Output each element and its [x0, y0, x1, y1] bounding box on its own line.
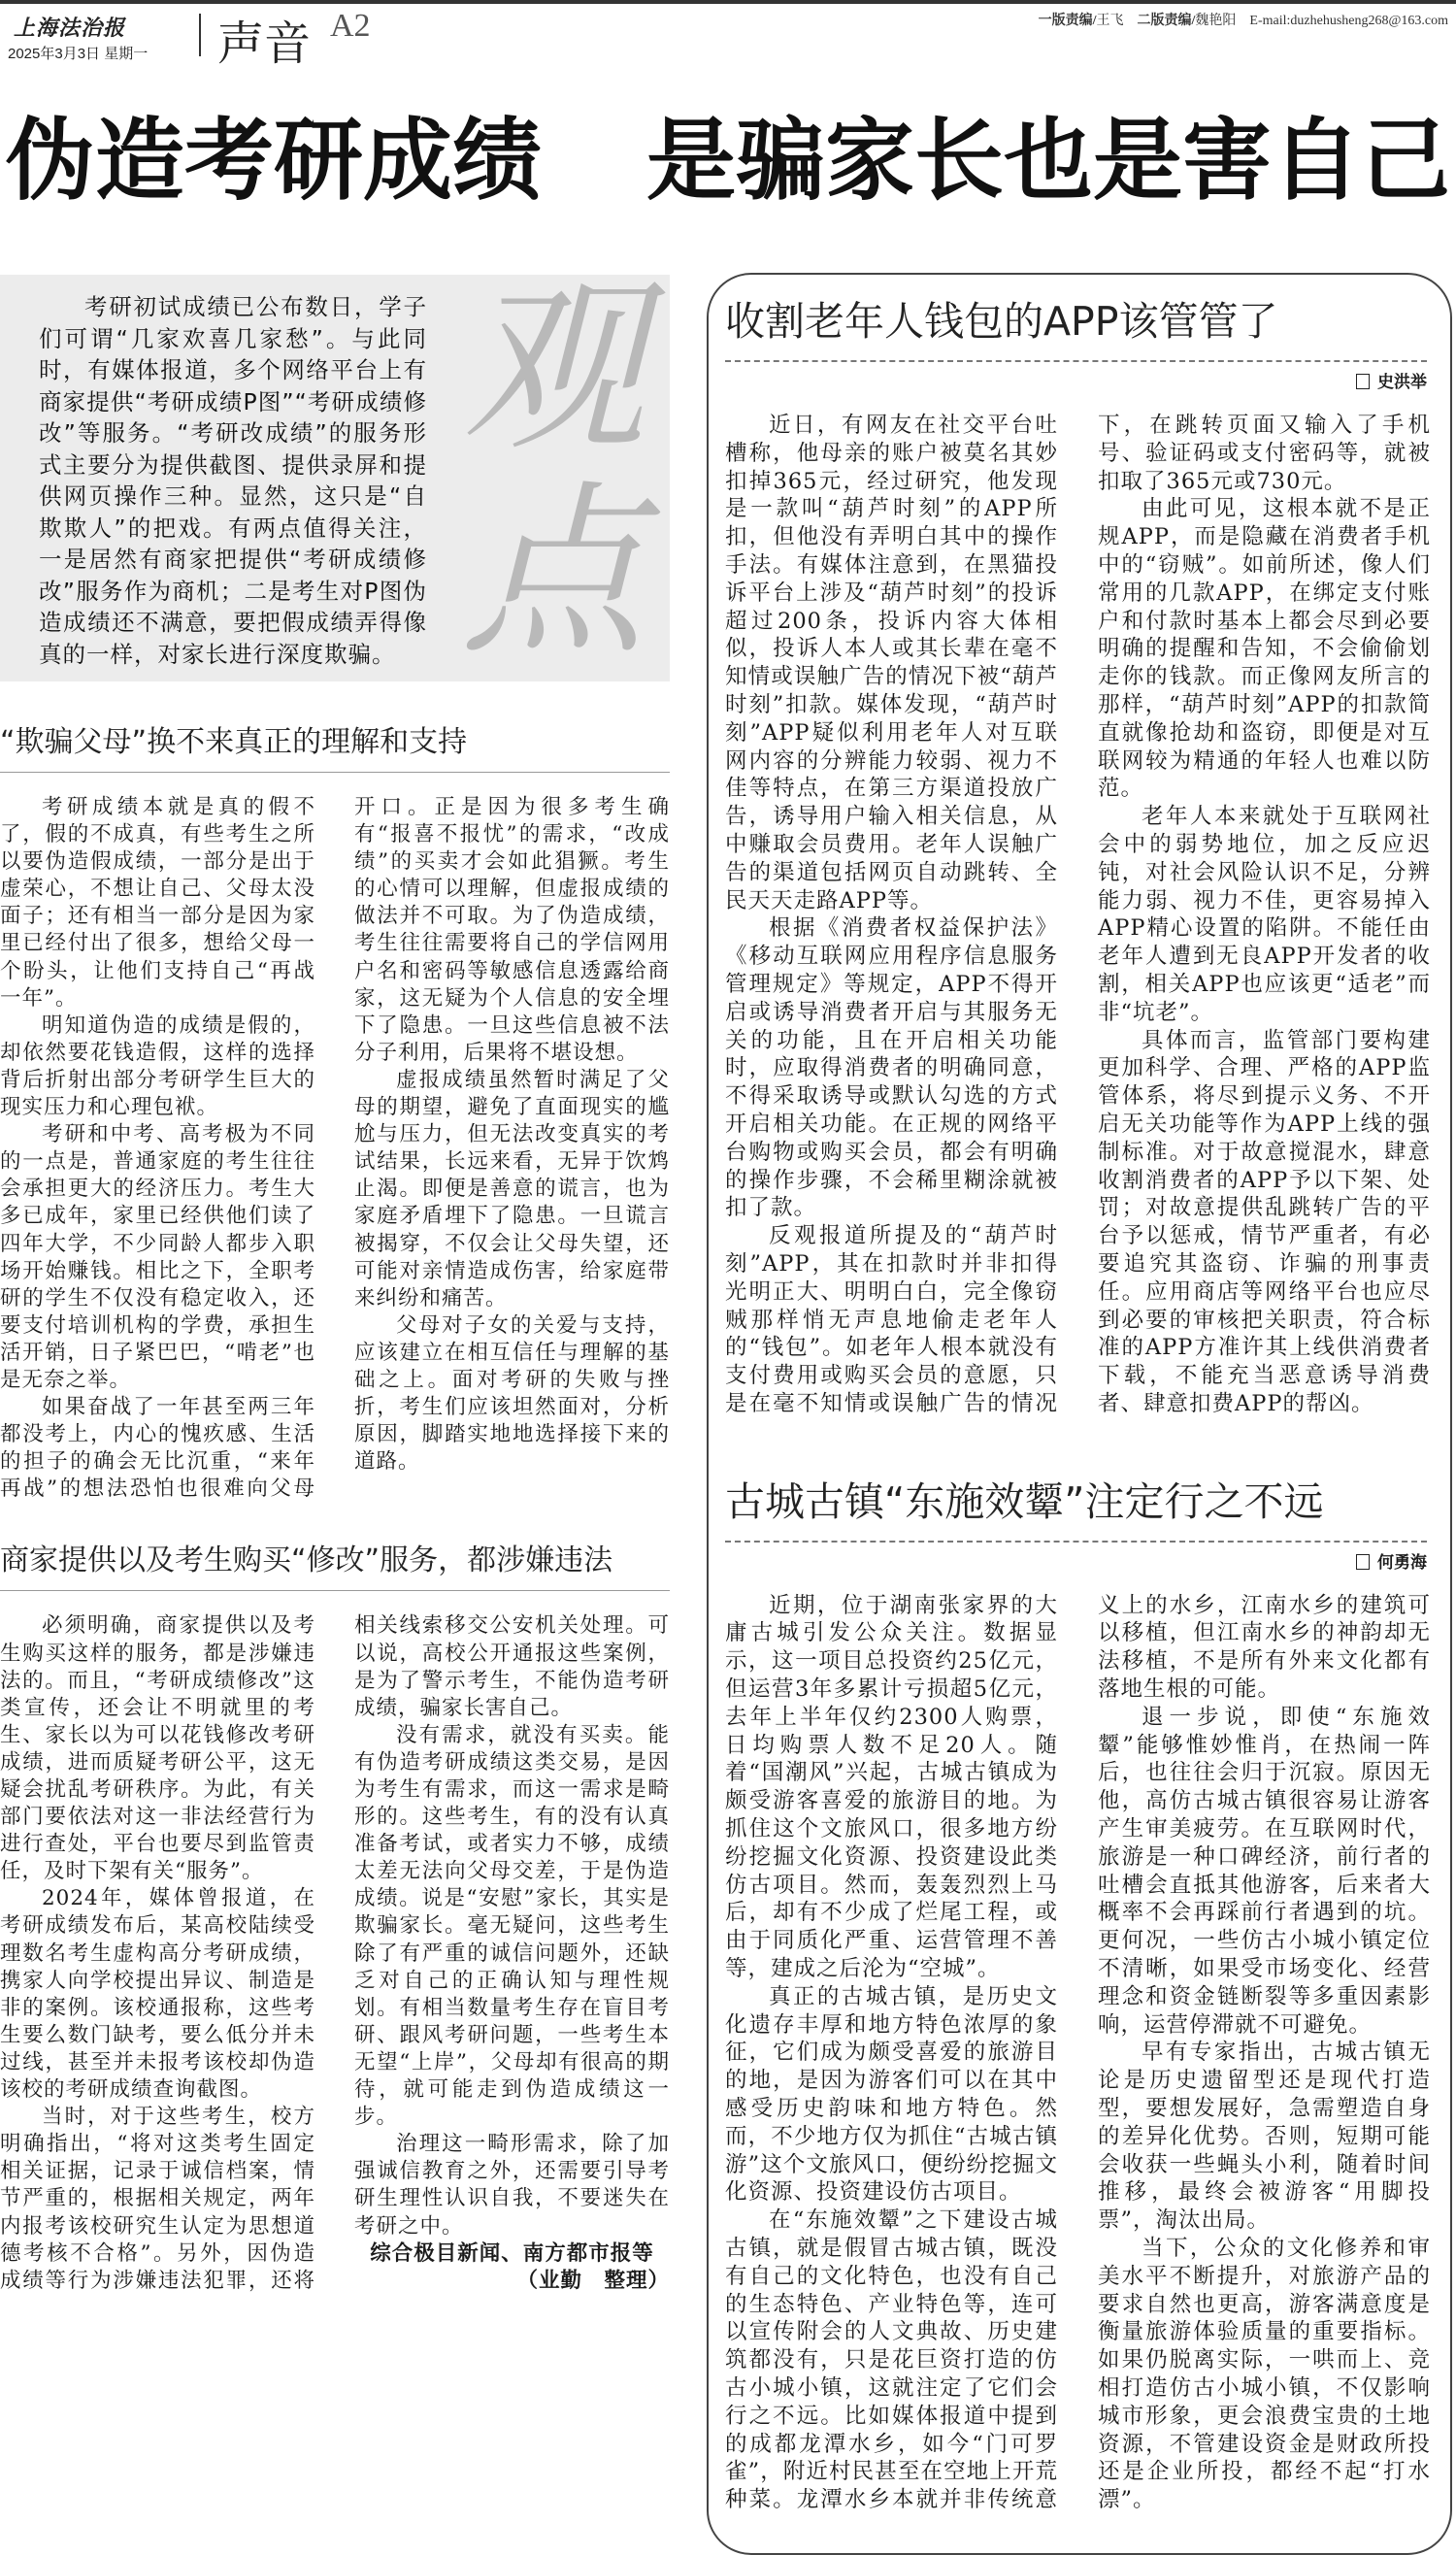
left-articles — [0, 723, 670, 2295]
article-4-byline — [1356, 1548, 1427, 1573]
paragraph: 治理这一畸形需求，除了加强诚信教育之外，还需要引导考研生理性认识自我，不要迷失在考研之中。 — [354, 2132, 670, 2239]
main-headline — [0, 107, 1456, 214]
article-source: 综合极目新闻、南方都市报等 — [370, 2240, 654, 2266]
viewpoint-calligraphy-1: 观 — [461, 261, 646, 476]
paragraph: 当时，对于这些考生，校方明确指出，“将对这类考生固定相关证据，记录于诚信档案，情节严重的，根据相关规定，两年内报考该校研究生认定为思想道德考核不合格”。另外，因伪造成绩等行为涉嫌违法犯罪，还将相关线索移交公安机关处理。可以说，高校公开通报这些案例，是为了警示考生，不能伪造考研成绩，骗家长害自己。 — [0, 1613, 670, 2293]
article-1-title: “欺骗父母”换不来真正的理解和支持 — [0, 725, 468, 759]
article-2-body — [0, 1612, 670, 2294]
section-title: 声音 — [217, 17, 312, 71]
paragraph: 根据《消费者权益保护法》《移动互联网应用程序信息服务管理规定》等规定，APP不得开启或诱导消费者开启与其服务无关的功能，且在开启相关功能时，应取得消费者的明确同意，不得采取诱导或默认勾选的方式开启相关功能。在正规的网络平台购物或购买会员，都会有明确的操作步骤，不会稀里糊涂就被扣了款。 — [725, 915, 1058, 1221]
editor1-name: 王飞 — [1096, 14, 1124, 28]
article-4-author: 何勇海 — [1377, 1552, 1427, 1573]
paragraph: 必须明确，商家提供以及考生购买这样的服务，都是涉嫌违法的。而且，“考研成绩修改”这类宣传，还会让不明就里的考生、家长以为可以花钱修改考研成绩，进而质疑考研公平，这无疑会扰乱考研秩序。为此，有关部门要依法对这一非法经营行为进行查处，平台也要尽到监管责任，及时下架有关“服务”。 — [0, 1613, 315, 1884]
paragraph: 具体而言，监管部门要构建更加科学、合理、严格的APP监管体系，将尽到提示义务、不开启无关功能等作为APP上线的强制标准。对于故意搅混水，肆意收割消费者的APP予以下架、处罚；对故意提供乱跳转广告的平台予以惩戒，情节严重者，有必要追究其盗窃、诈骗的刑事责任。应用商店等网络平台也应尽到必要的审核把关职责，符合标准的APP方准许其上线供消费者下载，不能充当恶意诱导消费者、肆意扣费APP的帮凶。 — [1098, 1027, 1431, 1416]
article-3-body — [725, 412, 1431, 1418]
paragraph: 由此可见，这根本就不是正规APP，而是隐藏在消费者手机中的“窃贼”。如前所述，像人们常用的几款APP，在绑定支付账户和付款时基本上都会尽到必要明确的提醒和告知，不会偷偷划走你的钱款。而正像网友所言的那样，“葫芦时刻”APP的扣款简直就像抢劫和盗窃，即便是对互联网较为精通的年轻人也难以防范。 — [1098, 496, 1431, 802]
main-headline-part2: 是骗家长也是害自己 — [645, 108, 1450, 213]
editors-line — [1039, 10, 1448, 29]
byline-square-icon — [1356, 1554, 1370, 1570]
paragraph: 父母对子女的关爱与支持，应该建立在相互信任与理解的基础之上。面对考研的失败与挫折，考生们应该坦然面对，分析原因，脚踏实地地选择接下来的道路。 — [354, 1312, 670, 1475]
paragraph: 近期，位于湖南张家界的大庸古城引发公众关注。数据显示，这一项目总投资约25亿元，但运营3年多累计亏损超5亿元，去年上半年仅约2300人购票，日均购票人数不足20人。随着“国潮风”兴起，古城古镇成为颇受游客喜爱的旅游目的地。为抓住这个文旅风口，很多地方纷纷挖掘文化资源、投资建设此类仿古项目。然而，轰轰烈烈上马后，却有不少成了烂尾工程，或由于同质化严重、运营管理不善等，建成之后沦为“空城”。 — [725, 1592, 1058, 1982]
main-headline-part1: 伪造考研成绩 — [6, 108, 543, 213]
paragraph: 考研和中考、高考极为不同的一点是，普通家庭的考生往往会承担更大的经济压力。考生大多已成年，家里已经供他们读了四年大学，不少同龄人都步入职场开始赚钱。相比之下，全职考研的学生不仅没有稳定收入，还要支付培训机构的学费，承担生活开销，日子紧巴巴，“啃老”也是无奈之举。 — [0, 1122, 315, 1392]
paragraph: 退一步说，即使“东施效颦”能够惟妙惟肖，在热闹一阵后，也往往会归于沉寂。原因无他，高仿古城古镇很容易让游客产生审美疲劳。在互联网时代，旅游是一种口碑经济，前行者的吐槽会直抵其他游客，后来者大概率不会再踩前行者遇到的坑。更何况，一些仿古小城小镇定位不清晰，如果受市场变化、经营理念和资金链断裂等多重因素影响，运营停滞就不可避免。 — [1098, 1704, 1431, 2038]
paragraph: 考研成绩本就是真的假不了，假的不成真，有些考生之所以要伪造假成绩，一部分是出于虚荣心，不想让自己、父母太没面子；还有相当一部分是因为家里已经付出了很多，想给父母一个盼头，让他们支持自己“再战一年”。 — [0, 795, 315, 1011]
article-4-body — [725, 1592, 1431, 2514]
paragraph: 反观报道所提及的“葫芦时刻”APP，其在扣款时并非扣得光明正大、明明白白，完全像窃贼那样悄无声息地偷走老年人的“钱包”。如老年人根本就没有支付费用或购买会员的意愿，只是在毫不知情或误触广告的情况下，在跳转页面又输入了手机号、验证码或支付密码等，就被扣取了365元或730元。 — [725, 413, 1431, 1416]
paragraph: 明知道伪造的成绩是假的，却依然要花钱造假，这样的选择背后折射出部分考研学生巨大的现实压力和心理包袱。 — [0, 1012, 315, 1120]
paragraph: 早有专家指出，古城古镇无论是历史遗留型还是现代打造型，要想发展好，急需塑造自身的差异化优势。否则，短期可能会收获一些蝇头小利，随着时间推移，最终会被游客“用脚投票”，淘汰出局。 — [1098, 2040, 1431, 2234]
editor2-name: 魏艳阳 — [1195, 14, 1237, 28]
page-number: A2 — [330, 8, 371, 44]
paragraph: 近日，有网友在社交平台吐槽称，他母亲的账户被莫名其妙扣掉365元，经过研究，他发现是一款叫“葫芦时刻”的APP所扣，但他没有弄明白其中的操作手法。有媒体注意到，在黑猫投诉平台上涉及“葫芦时刻”的投诉超过200条，投诉内容大体相似，投诉人本人或其长辈在毫不知情或误触广告的情况下被“葫芦时刻”扣款。媒体发现，“葫芦时刻”APP疑似利用老年人对互联网内容的分辨能力较弱、视力不佳等特点，在第三方渠道投放广告，诱导用户输入相关信息，从中赚取会员费用。老年人误触广告的渠道包括网页自动跳转、全民天天走路APP等。 — [725, 413, 1058, 913]
paragraph: 在“东施效颦”之下建设古城古镇，就是假冒古城古镇，既没有自己的文化特色，也没有自己的生态特色、产业特色等，连可以宣传附会的人文典故、历史建筑都没有，只是花巨资打造的仿古小城小镇，这就注定了它们会行之不远。比如媒体报道中提到的成都龙潭水乡，如今“门可罗雀”，附近村民甚至在空地上开荒种菜。龙潭水乡本就并非传统意义上的水乡，江南水乡的建筑可以移植，但江南水乡的神韵却无法移植，不是所有外来文化都有落地生根的可能。 — [725, 1592, 1431, 2513]
editor1-label: 一版责编/ — [1038, 14, 1097, 28]
contact-email[interactable]: E-mail:duzhehusheng268@163.com — [1249, 14, 1448, 28]
paragraph: 如果奋战了一年甚至两三年都没考上，内心的愧疚感、生活的担子的确会无比沉重，“来年再战”的想法恐怕也很难向父母开口。正是因为很多考生确有“报喜不报忧”的需求，“改成绩”的买卖才会如此猖獗。考生的心情可以理解，但虚报成绩的做法并不可取。为了伪造成绩，考生往往需要将自己的学信网用户名和密码等敏感信息透露给商家，这无疑为个人信息的安全埋下了隐患。一旦这些信息被不法分子利用，后果将不堪设想。 — [0, 795, 670, 1502]
paragraph: 真正的古城古镇，是历史文化遗存丰厚和地方特色浓厚的象征，它们成为颇受喜爱的旅游目的地，是因为游客们可以在其中感受历史韵味和地方特色。然而，不少地方仅为抓住“古城古镇游”这个文旅风口，便纷纷挖掘文化资源、投资建设仿古项目。 — [725, 1983, 1058, 2206]
article-1-rule — [0, 772, 670, 773]
intro-text: 考研初试成绩已公布数日，学子们可谓“几家欢喜几家愁”。与此同时，有媒体报道，多个网络平台上有商家提供“考研成绩P图”“考研成绩修改”等服务。“考研改成绩”的服务形式主要分为提供截图、提供录屏和提供网页操作三种。显然，这只是“自欺欺人”的把戏。有两点值得关注，一是居然有商家把提供“考研成绩修改”服务作为商机；二是考生对P图伪造成绩还不满意，要把假成绩弄得像真的一样，对家长进行深度欺骗。 — [39, 293, 427, 668]
viewpoint-calligraphy-2: 点 — [461, 465, 646, 680]
commentary-box — [707, 273, 1452, 2555]
paragraph: 2024年，媒体曾报道，在考研成绩发布后，某高校陆续受理数名考生虚构高分考研成绩，携家人向学校提出异议、制造是非的案例。该校通报称，这些考生要么数门缺考，要么低分并未过线，甚至并未报考该校却伪造该校的考研成绩查询截图。 — [0, 1886, 315, 2103]
article-2-rule — [0, 1590, 670, 1591]
article-3-byline — [1356, 368, 1427, 392]
issue-date: 2025年3月3日 星期一 — [8, 46, 149, 62]
article-3-dashed-rule — [725, 360, 1427, 362]
article-4-dashed-rule — [725, 1541, 1427, 1543]
paragraph: 虚报成绩虽然暂时满足了父母的期望，避免了直面现实的尴尬与压力，但无法改变真实的考试结果，长远来看，无异于饮鸩止渴。即便是善意的谎言，也为家庭矛盾埋下了隐患。一旦谎言被揭穿，不仅会让父母失望，还可能对亲情造成伤害，给家庭带来纠纷和痛苦。 — [354, 1067, 670, 1311]
newspaper-logo: 上海法治报 — [14, 16, 126, 41]
article-compiler: （业勤 整理） — [516, 2268, 670, 2293]
article-1-body — [0, 794, 670, 1503]
paragraph: 老年人本来就处于互联网社会中的弱势地位，加之反应迟钝，对社会风险认识不足，分辨能力弱、视力不佳，更容易掉入APP精心设置的陷阱。不能任由老年人遭到无良APP开发者的收割，相关APP也应该更“适老”而非“坑老”。 — [1098, 804, 1431, 1025]
editor2-label: 二版责编/ — [1137, 14, 1196, 28]
article-4-title: 古城古镇“东施效颦”注定行之不远 — [725, 1477, 1324, 1525]
top-rule — [0, 0, 1456, 4]
article-2-title: 商家提供以及考生购买“修改”服务，都涉嫌违法 — [0, 1543, 613, 1578]
masthead-divider — [199, 14, 201, 56]
article-3-author: 史洪举 — [1377, 373, 1427, 392]
article-3-title: 收割老年人钱包的APP该管管了 — [725, 298, 1278, 345]
paragraph: 当下，公众的文化修养和审美水平不断提升，对旅游产品的要求自然也更高，游客满意度是衡量旅游体验质量的重要指标。如果仍脱离实际，一哄而上、竞相打造仿古小城小镇，不仅影响城市形象，更会浪费宝贵的土地资源，不管建设资金是财政所投还是企业所投，都经不起“打水漂”。 — [1098, 2236, 1431, 2513]
byline-square-icon — [1356, 374, 1370, 389]
paragraph: 没有需求，就没有买卖。能有伪造考研成绩这类交易，是因为考生有需求，而这一需求是畸形的。这些考生，有的没有认真准备考试，或者实力不够，成绩太差无法向父母交差，于是伪造成绩。说是“安慰”家长，其实是欺骗家长。毫无疑问，这些考生除了有严重的诚信问题外，还缺乏对自己的正确认知与理性规划。有相当数量考生存在盲目考研、跟风考研问题，一些考生本无望“上岸”，父母却有很高的期待，就可能走到伪造成绩这一步。 — [354, 1722, 670, 2130]
